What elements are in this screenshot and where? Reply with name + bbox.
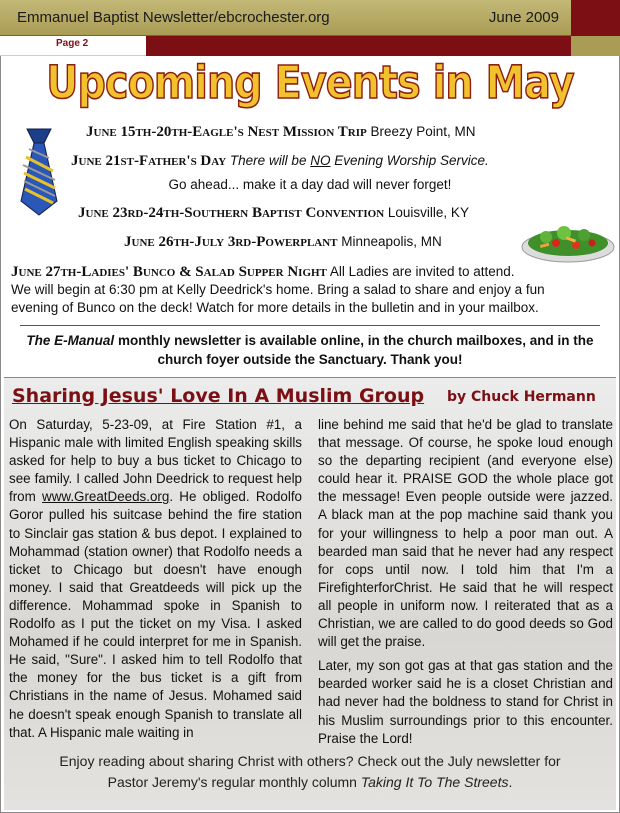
article-byline: by Chuck Hermann	[447, 389, 596, 405]
article-column-right	[318, 416, 613, 748]
page-bar	[0, 36, 620, 56]
event-note: Go ahead... make it a day dad will never forget!	[168, 177, 452, 192]
article-headline: Sharing Jesus' Love In A Muslim Group	[12, 385, 425, 407]
page-label-box	[0, 36, 146, 56]
article-paragraph: line behind me said that he'd be glad to translate that message. Of course, he spoke loud enough so the departing recipient (and everyone else) could hear it. PRAISE GOD the whole place got the message! Even people outside were jazzed. A black man at the pop machine said thank you for your willingness to help a poor man out. A bearded man said that he never had any respect for cops until now. I told him that I'm a FirefighterforChrist. He said that he will respect all people in uniform now. I reiterated that as a Christian, we are called to do good deeds so God will get the praise.	[318, 417, 613, 650]
section-divider	[20, 325, 600, 326]
event-item: June 26th-July 3rd-Powerplant Minneapolis, MN	[124, 234, 442, 250]
emanual-notice: The E-Manual monthly newsletter is available online, in the church mailboxes, and in the church foyer outside the Sanctuary. Thank you!	[26, 333, 594, 367]
events-heading: Upcoming Events in May	[46, 56, 574, 109]
newsletter-title: Emmanuel Baptist Newsletter/ebcrochester.org	[17, 9, 330, 26]
header-band	[0, 0, 571, 36]
issue-date: June 2009	[488, 9, 559, 26]
article-column-left: On Saturday, 5-23-09, at Fire Station #1, a Hispanic male with limited English speaking skills asked for help to buy a bus ticket to Chicago to see family. I called John Deedrick to request help from www.GreatDeeds.org. He obliged. Rodolfo Goror pulled his suitcase behind the fire station to Sinclair gas station & bus depot. I explained to Mohammad (station owner) that Rodolfo needs a ticket to Chicago but doesn't have enough money. I said that Greatdeeds will pick up the difference. Mohammad spoke in Spanish to Rodolfo as I put the ticket on my Visa. I asked Mohamed if he could interpret for me in Spanish. He said, "Sure". I asked him to tell Rodolfo that the money for the bus ticket is a gift from Christians in the name of Jesus. Mohamed said he doesn't speak enough Spanish to translate all that. A Hispanic male waiting in	[9, 417, 302, 740]
page-number: Page 2	[56, 38, 89, 49]
header-accent	[571, 0, 620, 36]
event-item: June 23rd-24th-Southern Baptist Convention Louisville, KY	[78, 205, 469, 221]
newsletter-header	[0, 0, 620, 36]
page-bar-olive	[571, 36, 620, 56]
greatdeeds-link[interactable]: www.GreatDeeds.org	[42, 489, 170, 505]
necktie-icon	[17, 127, 61, 217]
footer-note: Enjoy reading about sharing Christ with others? Check out the July newsletter for Pastor Jeremy's regular monthly column Taking It To The Streets.	[59, 753, 561, 790]
event-item: June 15th-20th-Eagle's Nest Mission Trip Breezy Point, MN	[86, 124, 476, 140]
event-detail-line: We will begin at 6:30 pm at Kelly Deedrick's home. Bring a salad to share and enjoy a fun	[11, 282, 545, 297]
event-detail-line: evening of Bunco on the deck! Watch for more details in the bulletin and in your mailbox.	[11, 300, 539, 315]
page-bar-maroon	[146, 36, 571, 56]
article-paragraph: Later, my son got gas at that gas station and the bearded worker said he is a closet Christian and had never had the boldness to stand for Christ in his Muslim surroundings prior to this encounter. Praise the Lord!	[318, 658, 613, 746]
emanual-name: The E-Manual	[26, 333, 115, 348]
column-title: Taking It To The Streets	[360, 774, 509, 790]
event-item: June 27th-Ladies' Bunco & Salad Supper Night All Ladies are invited to attend.	[11, 264, 515, 280]
event-item: June 21st-Father's Day There will be NO Evening Worship Service.	[71, 153, 489, 169]
salad-bowl-icon	[520, 213, 616, 265]
